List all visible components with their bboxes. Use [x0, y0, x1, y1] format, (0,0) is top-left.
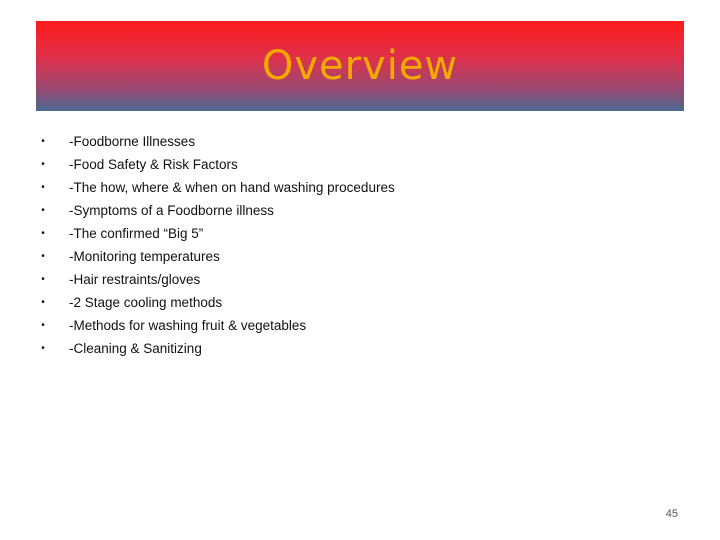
bullet-icon: •	[41, 343, 45, 354]
bullet-icon: •	[41, 228, 45, 239]
bullet-text: -Monitoring temperatures	[69, 249, 220, 264]
bullet-icon: •	[41, 205, 45, 216]
slide-title: Overview	[261, 43, 459, 89]
bullet-icon: •	[41, 182, 45, 193]
bullet-icon: •	[41, 297, 45, 308]
bullet-text: -Food Safety & Risk Factors	[69, 157, 238, 172]
bullet-text: -Hair restraints/gloves	[69, 272, 201, 287]
bullet-text: -2 Stage cooling methods	[69, 295, 223, 310]
bullet-text: -Methods for washing fruit & vegetables	[69, 318, 307, 333]
bullet-text: -Cleaning & Sanitizing	[69, 341, 202, 356]
bullet-text: -Symptoms of a Foodborne illness	[69, 203, 274, 218]
slide-number: 45	[665, 508, 678, 520]
bullet-icon: •	[41, 136, 45, 147]
bullet-icon: •	[41, 320, 45, 331]
bullet-icon: •	[41, 274, 45, 285]
title-banner	[36, 21, 684, 111]
bullet-icon: •	[41, 251, 45, 262]
bullet-icon: •	[41, 159, 45, 170]
bullet-text: -Foodborne Illnesses	[69, 134, 196, 149]
bullet-text: -The confirmed “Big 5”	[69, 226, 204, 241]
bullet-text: -The how, where & when on hand washing procedures	[69, 180, 395, 195]
